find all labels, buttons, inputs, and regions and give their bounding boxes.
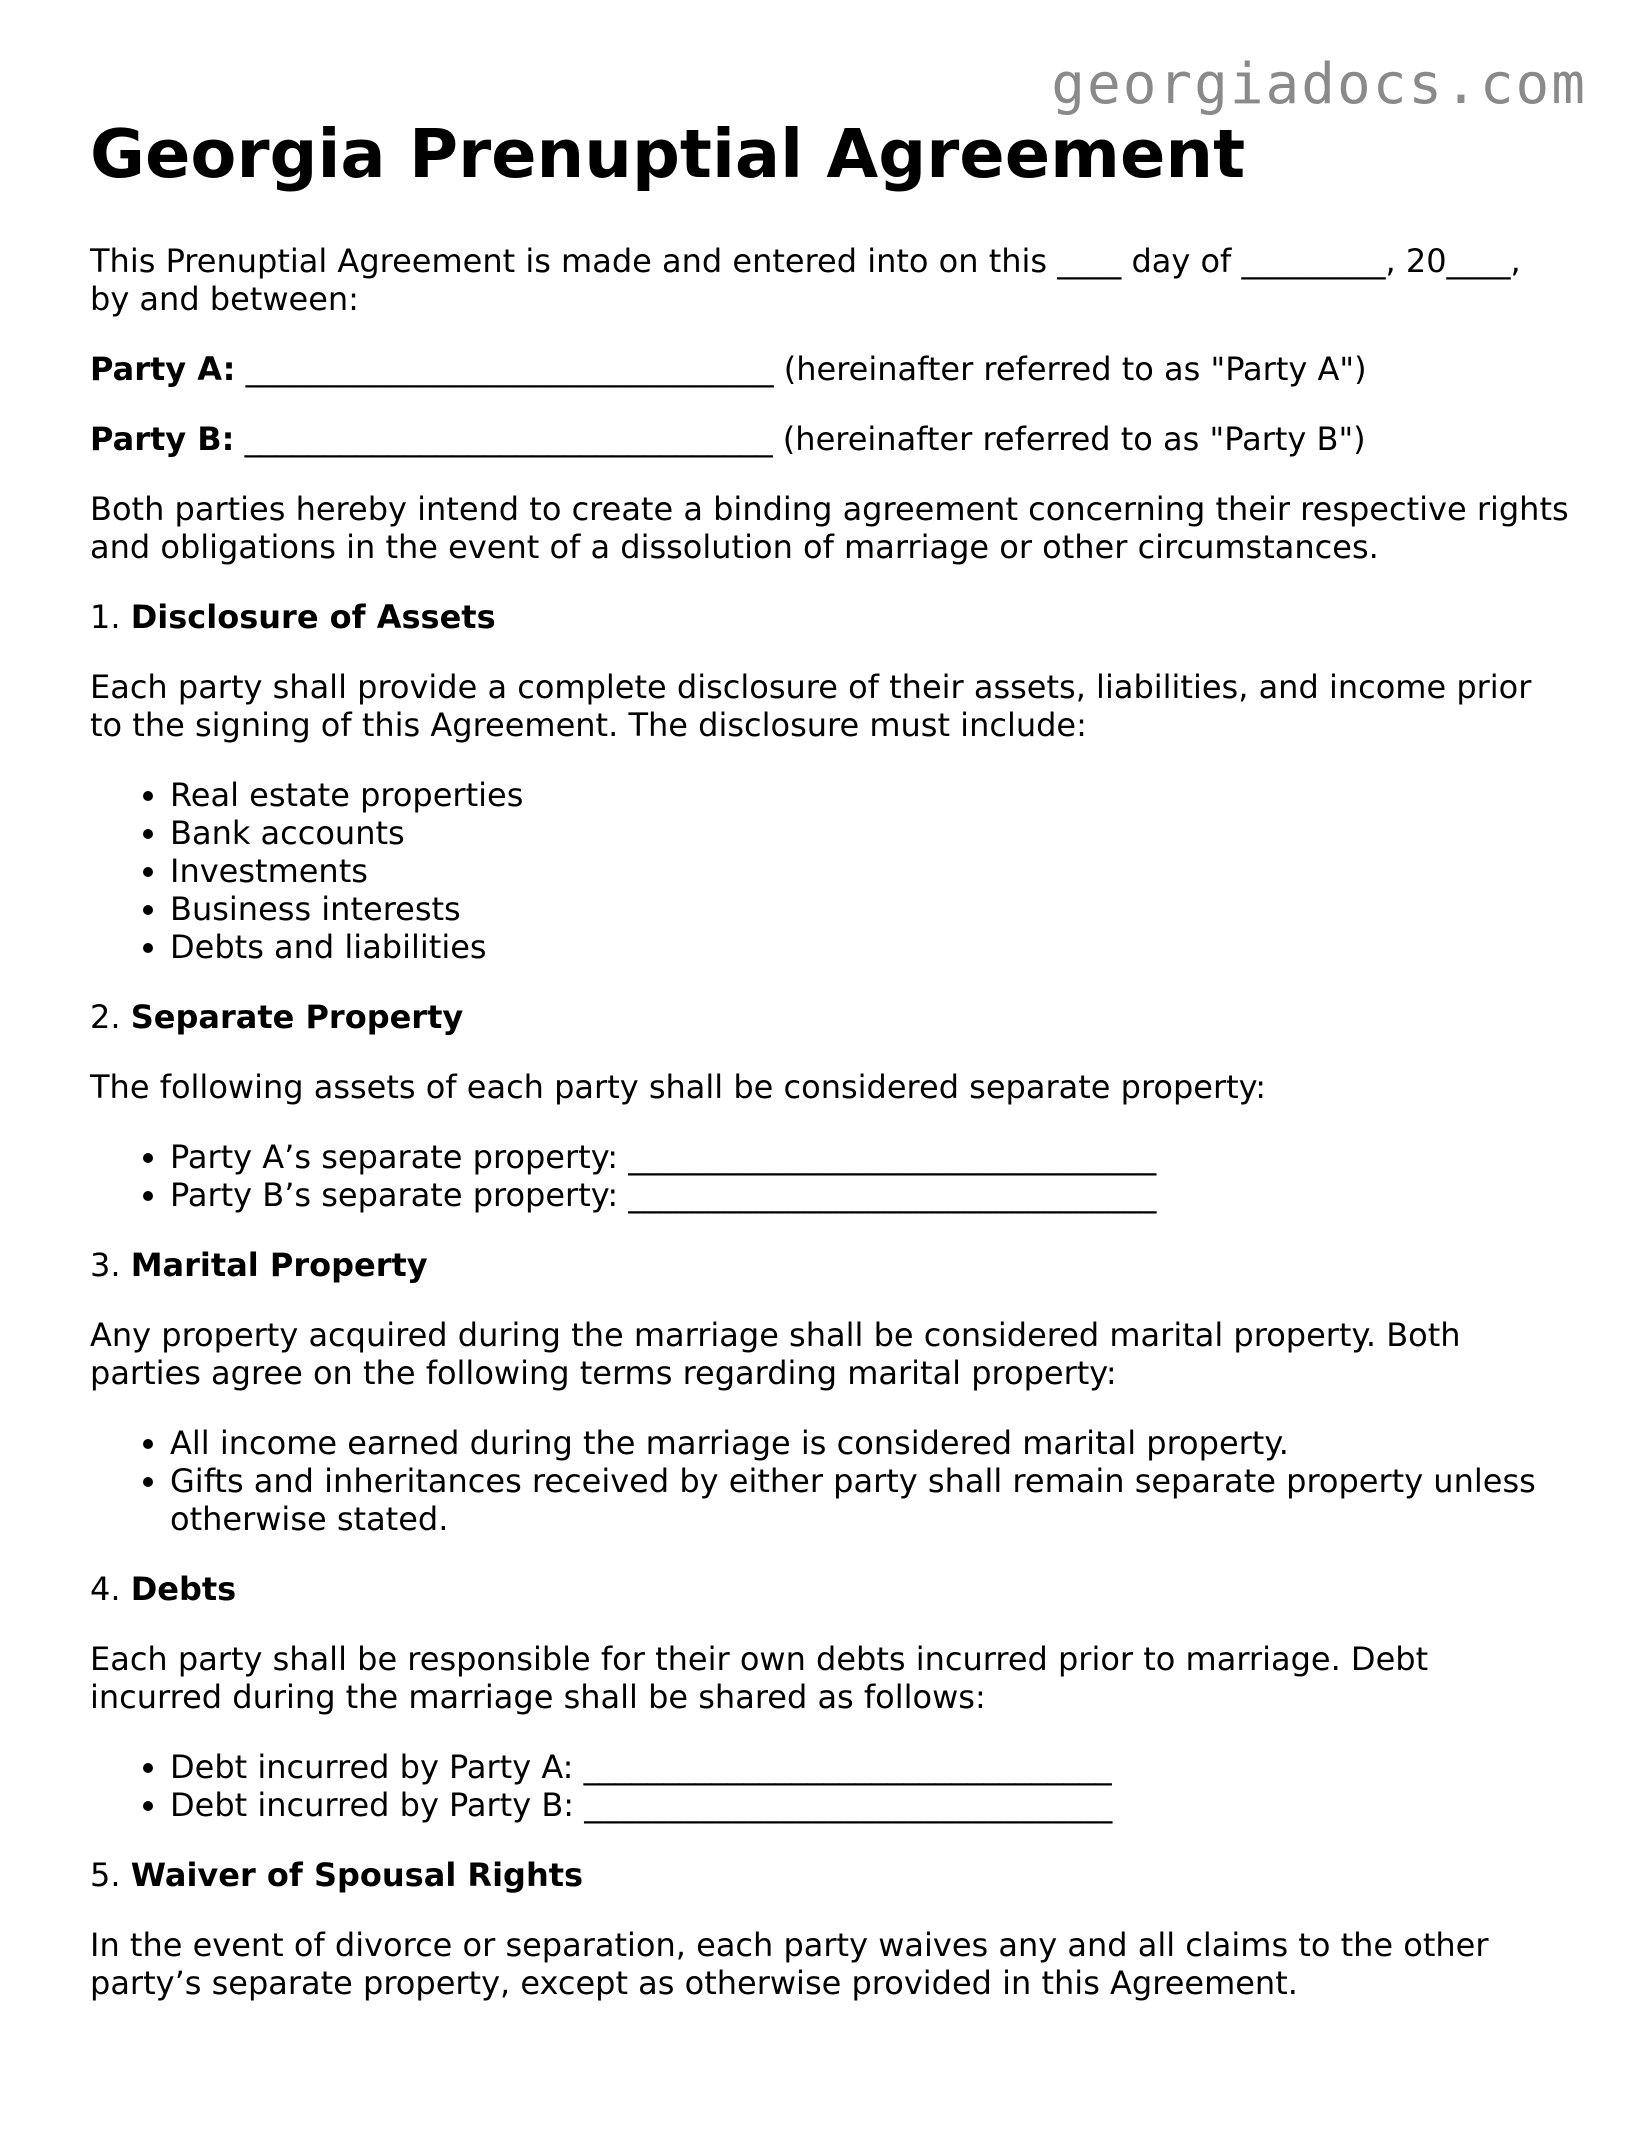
- list-item: • Party B’s separate property: _________________________________: [170, 1176, 1570, 1214]
- section-number: 1.: [90, 598, 131, 636]
- section-number: 2.: [90, 998, 131, 1036]
- section-heading-disclosure: [90, 598, 1570, 636]
- list-item: • Party A’s separate property: _________________________________: [170, 1138, 1570, 1176]
- list-item: • Debt incurred by Party A: _________________________________: [170, 1748, 1570, 1786]
- party-b-text: _________________________________ (hereinafter referred to as "Party B"): [234, 420, 1366, 458]
- party-b-label: Party B:: [90, 420, 235, 458]
- section-body: In the event of divorce or separation, each party waives any and all claims to the other party’s separate property, except as otherwise provided in this Agreement.: [90, 1926, 1489, 2002]
- list-item: • Debt incurred by Party B: _________________________________: [170, 1786, 1570, 1824]
- document-body: [90, 110, 1570, 2034]
- intro-paragraph: This Prenuptial Agreement is made and entered into on this ____ day of _________, 20____, by and between:: [90, 242, 1521, 318]
- section-list: [90, 1424, 1570, 1538]
- watermark: georgiadocs.com: [1051, 52, 1587, 117]
- section-title: Debts: [130, 1570, 237, 1608]
- section-list: [90, 776, 1570, 966]
- section-heading-waiver: [90, 1856, 1570, 1894]
- list-item: • Real estate properties: [170, 776, 1570, 814]
- section-heading-debts: [90, 1570, 1570, 1608]
- party-a-text: _________________________________ (hereinafter referred to as "Party A"): [235, 350, 1367, 388]
- list-item: • Gifts and inheritances received by either party shall remain separate property unless otherwise stated.: [170, 1462, 1570, 1538]
- section-number: 3.: [90, 1246, 131, 1284]
- document-title: Georgia Prenuptial Agreement: [90, 115, 1246, 193]
- section-title: Disclosure of Assets: [130, 598, 496, 636]
- section-number: 4.: [90, 1570, 131, 1608]
- list-item: • Debts and liabilities: [170, 928, 1570, 966]
- section-title: Marital Property: [130, 1246, 428, 1284]
- purpose-paragraph: Both parties hereby intend to create a binding agreement concerning their respective rights and obligations in the event of a dissolution of marriage or other circumstances.: [90, 490, 1569, 566]
- party-b-line: [90, 420, 1570, 458]
- section-body: Each party shall be responsible for their own debts incurred prior to marriage. Debt incurred during the marriage shall be shared as follows:: [90, 1640, 1429, 1716]
- section-body: Each party shall provide a complete disclosure of their assets, liabilities, and income prior to the signing of this Agreement. The disclosure must include:: [90, 668, 1532, 744]
- party-a-label: Party A:: [90, 350, 236, 388]
- list-item: • All income earned during the marriage is considered marital property.: [170, 1424, 1570, 1462]
- section-heading-marital-property: [90, 1246, 1570, 1284]
- section-title: Waiver of Spousal Rights: [130, 1856, 584, 1894]
- list-item: • Investments: [170, 852, 1570, 890]
- section-list: [90, 1748, 1570, 1824]
- section-heading-separate-property: [90, 998, 1570, 1036]
- party-a-line: [90, 350, 1570, 388]
- section-list: [90, 1138, 1570, 1214]
- section-title: Separate Property: [130, 998, 464, 1036]
- list-item: • Business interests: [170, 890, 1570, 928]
- section-number: 5.: [90, 1856, 131, 1894]
- list-item: • Bank accounts: [170, 814, 1570, 852]
- section-body: The following assets of each party shall be considered separate property:: [90, 1068, 1267, 1106]
- section-body: Any property acquired during the marriage shall be considered marital property. Both parties agree on the following terms regarding marital property:: [90, 1316, 1461, 1392]
